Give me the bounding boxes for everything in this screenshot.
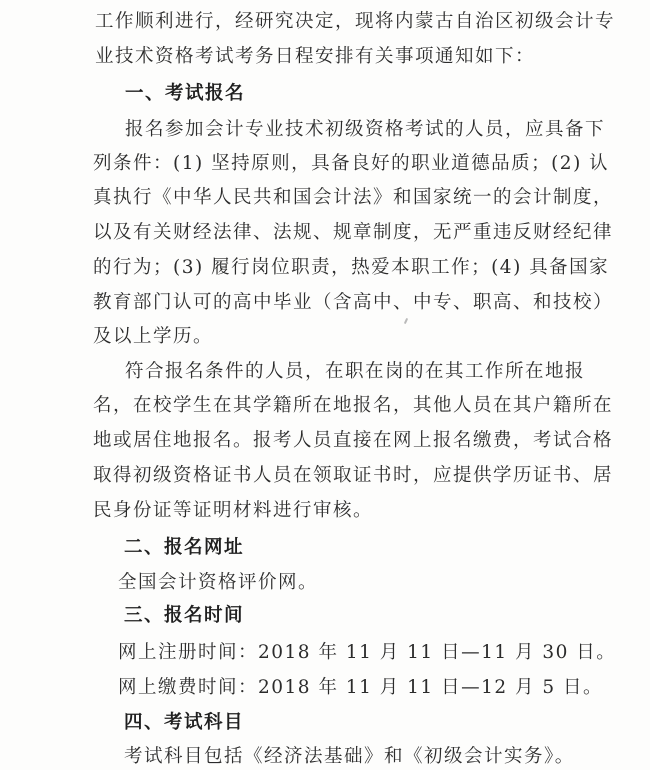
section-heading-subjects: 四、考试科目: [124, 712, 245, 733]
section-heading-time: 三、报名时间: [124, 605, 245, 626]
scan-speck: [404, 318, 408, 324]
section-heading-website: 二、报名网址: [124, 537, 245, 558]
paragraph-line: 以及有关财经法律、法规、规章制度，无严重违反财经纪律: [93, 222, 614, 243]
paragraph-line: 的行为；(3) 履行岗位职责，热爱本职工作；(4) 具备国家: [93, 257, 610, 278]
paragraph-line: 报名参加会计专业技术初级资格考试的人员，应具备下: [125, 119, 606, 140]
paragraph-line: 符合报名条件的人员，在职在岗的在其工作所在地报: [125, 361, 586, 382]
paragraph-line: 取得初级资格证书人员在领取证书时，应提供学历证书、居: [93, 465, 614, 486]
paragraph-line: 列条件：(1) 坚持原则，具备良好的职业道德品质；(2) 认: [93, 153, 610, 174]
intro-line-2: 业技术资格考试考务日程安排有关事项通知如下：: [95, 46, 536, 67]
subjects-text: 考试科目包括《经济法基础》和《初级会计实务》。: [124, 746, 575, 767]
payment-time-text: 网上缴费时间：2018 年 11 月 11 日—12 月 5 日。: [118, 677, 604, 698]
paragraph-line: 及以上学历。: [93, 326, 214, 347]
website-text: 全国会计资格评价网。: [118, 572, 319, 593]
paragraph-line: 地或居住地报名。报考人员直接在网上报名缴费，考试合格: [93, 430, 614, 451]
section-heading-registration: 一、考试报名: [125, 83, 246, 104]
register-time-text: 网上注册时间：2018 年 11 月 11 日—11 月 30 日。: [118, 642, 617, 663]
paragraph-line: 教育部门认可的高中毕业（含高中、中专、职高、和技校）: [93, 292, 614, 313]
paragraph-line: 名，在校学生在其学籍所在地报名，其他人员在其户籍所在: [93, 395, 614, 416]
paragraph-line: 民身份证等证明材料进行审核。: [93, 500, 374, 521]
intro-line-1: 工作顺利进行，经研究决定，现将内蒙古自治区初级会计专: [95, 11, 616, 32]
paragraph-line: 真执行《中华人民共和国会计法》和国家统一的会计制度，: [93, 187, 614, 208]
